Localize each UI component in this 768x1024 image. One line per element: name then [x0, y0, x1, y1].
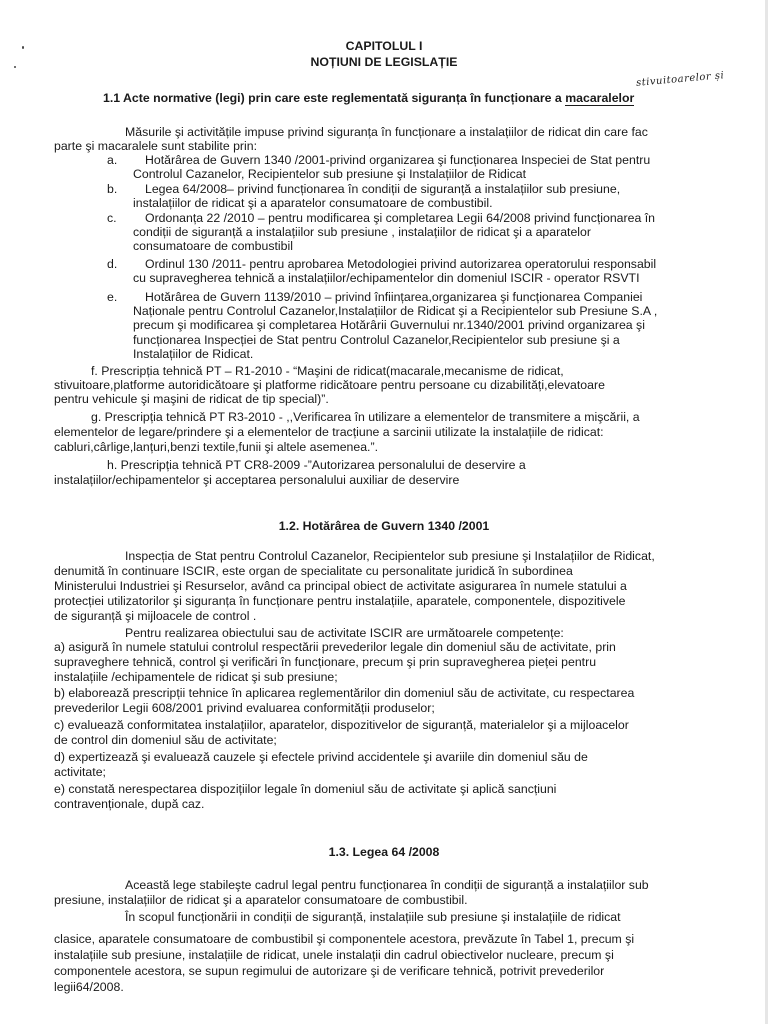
competence-line: c) evaluează conformitatea instalațiilor, aparatelor, dispozitivelor de siguranță, materialelor şi a mijloacelor	[54, 718, 629, 732]
list-item-line: Instalațiilor de Ridicat.	[133, 347, 254, 361]
paragraph-line: denumită în continuare ISCIR, este organ de specialitate cu personalitate juridică în subordinea	[54, 564, 573, 578]
paragraph-line: presiune, instalațiilor de ridicat şi a aparatelor consumatoare de combustibil.	[54, 893, 468, 907]
list-marker: a.	[107, 153, 118, 167]
list-item-line: Controlul Cazanelor, Recipientelor sub presiune şi Instalațiilor de Ridicat	[133, 167, 527, 181]
handwritten-note: stivuitoarelor și	[635, 70, 725, 89]
competence-line: d) expertizează şi evaluează cauzele şi efectele privind accidentele şi avariile din domeniul său de	[54, 750, 588, 764]
list-item-line: Ordinul 130 /2011- pentru aprobarea Metodologiei privind autorizarea operatorului responsabil	[145, 257, 657, 271]
section-1-1-title-underlined: macaralelor	[565, 91, 635, 105]
paragraph-line: Pentru realizarea obiectului sau de activitate ISCIR are următoarele competențe:	[125, 626, 564, 640]
paragraph-line: legii64/2008.	[54, 980, 124, 994]
section-1-1-title: 1.1 Acte normative (legi) prin care este reglementată siguranța în funcționare a macaralelor	[103, 91, 635, 105]
list-item-line: cabluri,cârlige,lanțuri,benzi textile,funii şi altele asemenea.”.	[54, 440, 378, 454]
list-item-line: consumatoare de combustibil	[133, 239, 293, 253]
paragraph-line: Ministerului Industriei şi Resurselor, având ca principal obiect de activitate asigurarea în numele statului a	[54, 579, 627, 593]
section-1-1-intro-line: Măsurile şi activitățile impuse privind siguranța în funcționare a instalațiilor de ridicat din care fac	[125, 125, 648, 139]
list-item-line: instalațiilor/echipamentelor şi acceptarea personalului auxiliar de deservire	[54, 473, 460, 487]
paragraph-line: clasice, aparatele consumatoare de combustibil şi componentele acestora, prevăzute în Tabel 1, precum şi	[54, 932, 635, 946]
list-marker: c.	[107, 211, 117, 225]
competence-line: de control din domeniul său de activitate;	[54, 733, 277, 747]
paragraph-line: În scopul funcționării in condiții de siguranță, instalațiile sub presiune şi instalațiile de ridicat	[125, 910, 621, 924]
list-item-line: h. Prescripția tehnică PT CR8-2009 -”Autorizarea personalului de deservire a	[107, 458, 526, 472]
section-1-1-intro-line: parte şi macaralele sunt stabilite prin:	[54, 139, 257, 153]
competence-line: a) asigură în numele statului controlul respectării prevederilor legale din domeniul său de activitate, prin	[54, 640, 616, 654]
list-item-line: funcționarea Inspecției de Stat pentru Controlul Cazanelor,Recipientelor sub presiune şi a	[133, 333, 620, 347]
list-marker: e.	[107, 290, 118, 304]
chapter-number: CAPITOLUL I	[345, 39, 423, 53]
list-item-line: cu supravegherea tehnică a instalațiilor/echipamentelor din domeniul ISCIR - operator RSVTI	[133, 271, 640, 285]
section-1-3-title: 1.3. Legea 64 /2008	[328, 845, 440, 859]
list-item-line: Naționale pentru Controlul Cazanelor,Instalațiilor de Ridicat şi a Recipientelor sub Presiune S.A ,	[133, 304, 658, 318]
list-item-line: g. Prescripția tehnică PT R3-2010 - ,,Verificarea în utilizare a elementelor de transmitere a mişcării, a	[91, 410, 640, 424]
paragraph-line: componentele acestora, se supun regimului de autorizare şi de verificare tehnică, potrivit prevederilor	[54, 964, 605, 978]
chapter-title: NOȚIUNI DE LEGISLAȚIE	[310, 55, 458, 69]
paragraph-line: Această lege stabileşte cadrul legal pentru funcționarea în condiții de siguranță a instalațiilor sub	[125, 878, 649, 892]
list-item-line: condiții de siguranță a instalațiilor sub presiune , instalațiilor de ridicat şi a aparatelor	[133, 225, 591, 239]
paragraph-line: instalațiile sub presiune, instalațiile de ridicat, unele instalații din cadrul obiectivelor nucleare, precum şi	[54, 948, 614, 962]
list-item-line: Hotărârea de Guvern 1340 /2001-privind organizarea şi funcționarea Inspeciei de Stat pentru	[145, 153, 651, 167]
competence-line: b) elaborează prescripții tehnice în aplicarea reglementărilor din domeniul său de activitate, cu respectarea	[54, 686, 635, 700]
competence-line: activitate;	[54, 765, 106, 779]
paragraph-line: protecției utilizatorilor şi siguranța în funcționare pentru instalațiile, aparatele, componentele, dispozitivele	[54, 594, 626, 608]
list-item-line: stivuitoare,platforme autoridicătoare şi platforme ridicătoare pentru persoane cu dizabilități,elevatoare	[54, 378, 605, 392]
section-1-2-title: 1.2. Hotărârea de Guvern 1340 /2001	[278, 519, 490, 533]
list-item-line: f. Prescripția tehnică PT – R1-2010 - “Maşini de ridicat(macarale,mecanisme de ridicat,	[91, 364, 564, 378]
list-item-line: Legea 64/2008– privind funcționarea în condiții de siguranță a instalațiilor sub presiune,	[145, 182, 621, 196]
paragraph-line: Inspecția de Stat pentru Controlul Cazanelor, Recipientelor sub presiune şi Instalațiilor de Ridicat,	[125, 549, 655, 563]
list-item-line: instalațiilor de ridicat şi a aparatelor consumatoare de combustibil.	[133, 196, 493, 210]
competence-line: prevederilor Legii 608/2001 privind evaluarea conformității produselor;	[54, 701, 435, 715]
competence-line: supraveghere tehnică, control şi verificări în funcționare, precum şi prin supravegherea pieței pentru	[54, 655, 597, 669]
list-item-line: Hotărârea de Guvern 1139/2010 – privind înființarea,organizarea şi funcționarea Companiei	[145, 290, 643, 304]
list-item-line: Ordonanța 22 /2010 – pentru modificarea şi completarea Legii 64/2008 privind funcționarea în	[145, 211, 655, 225]
list-item-line: elementelor de legare/prindere şi a elementelor de tracțiune a sarcinii utilizate la instalațiile de ridicat:	[54, 425, 604, 439]
list-item-line: precum şi modificarea şi completarea Hotărârii Guvernului nr.1340/2001 privind organizarea şi	[133, 318, 645, 332]
list-marker: b.	[107, 182, 118, 196]
competence-line: e) constată nerespectarea dispozițiilor legale în domeniul său de activitate şi aplică sancțiuni	[54, 782, 557, 796]
paragraph-line: de siguranță şi mijloacele de control .	[54, 609, 257, 623]
list-marker: d.	[107, 257, 118, 271]
competence-line: instalațiile /echipamentele de ridicat şi sub presiune;	[54, 670, 338, 684]
competence-line: contravenționale, după caz.	[54, 797, 205, 811]
list-item-line: pentru vehicule şi maşini de ridicat de tip special)”.	[54, 392, 329, 406]
